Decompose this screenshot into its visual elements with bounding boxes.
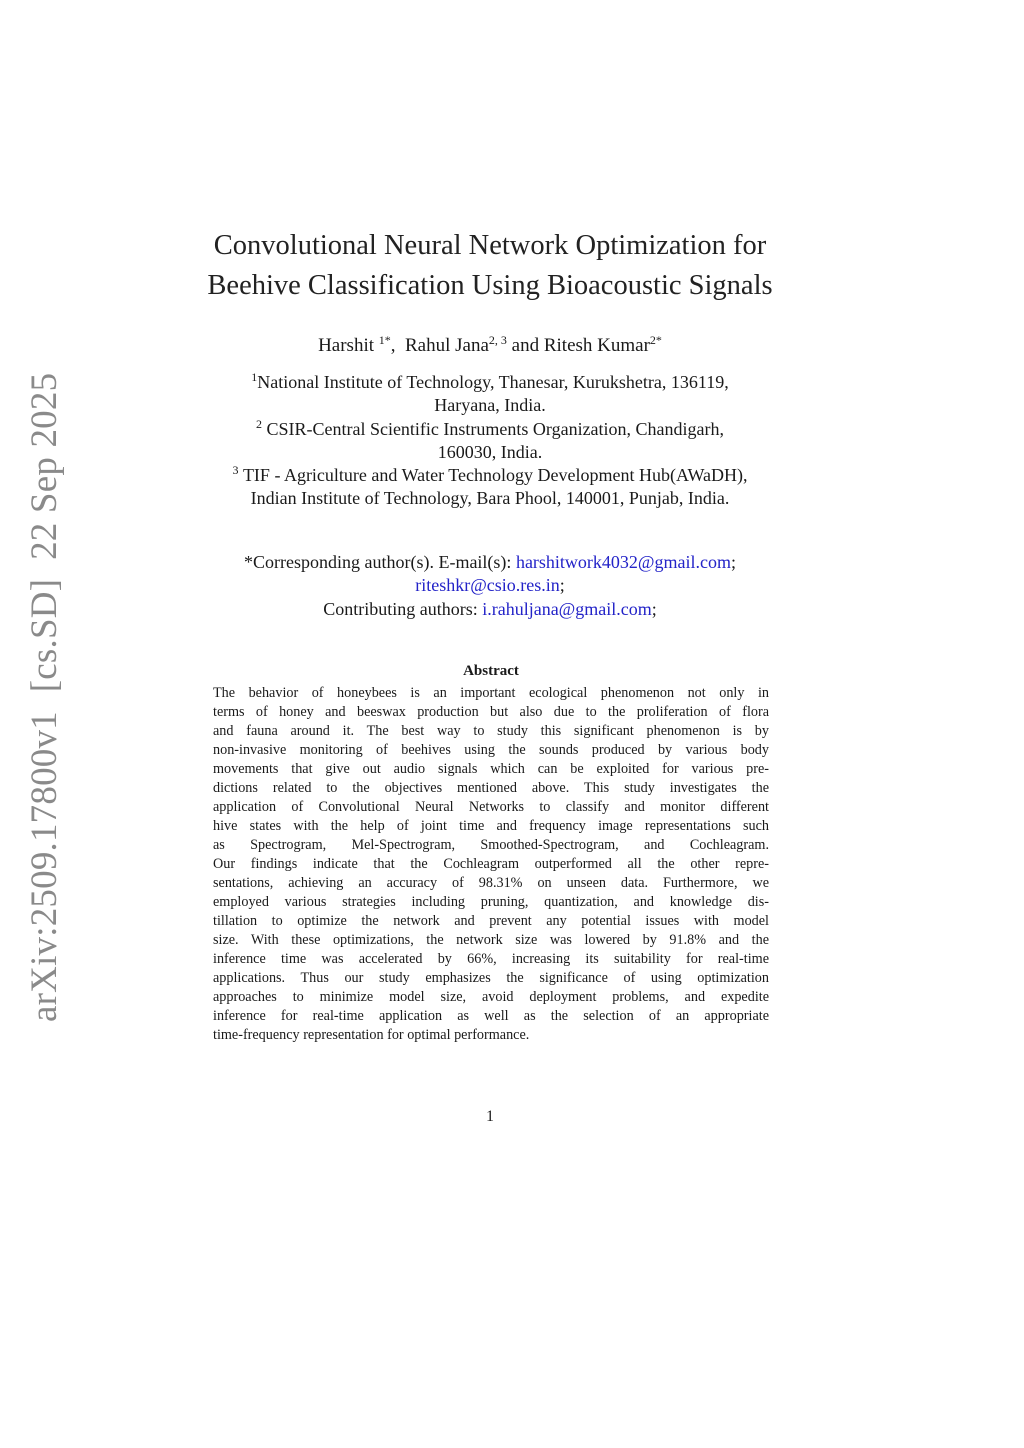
corresponding-line: [180, 574, 800, 597]
abstract-line: as Spectrogram, Mel-Spectrogram, Smoothed-Spectrogram, and Cochleagram.: [213, 837, 769, 854]
author-connector: and: [511, 335, 540, 356]
author-affiliation-mark: 2*: [649, 333, 662, 347]
title-line-2: Beehive Classification Using Bioacoustic Signals: [207, 270, 773, 301]
corresponding-label: *Corresponding author(s). E-mail(s):: [243, 552, 512, 572]
abstract-line: inference time was accelerated by 66%, increasing its suitability for real-time: [213, 951, 769, 968]
abstract-line: sentations, achieving an accuracy of 98.31% on unseen data. Furthermore, we: [213, 875, 769, 892]
affiliation-line: [180, 418, 800, 441]
correspondence-block: [180, 551, 800, 621]
author-list: [180, 333, 800, 359]
abstract-body: [213, 684, 769, 1045]
abstract-line: dictions related to the objectives mentioned above. This study investigates the: [213, 780, 769, 797]
abstract-line: movements that give out audio signals which can be exploited for various pre-: [213, 761, 769, 778]
affiliation-mark: 3: [232, 463, 239, 478]
affiliations: [180, 371, 800, 511]
author-name: Ritesh Kumar: [543, 335, 650, 356]
affiliation-text: TIF - Agriculture and Water Technology Development Hub(AWaDH),: [242, 465, 748, 486]
affiliation-line: 160030, India.: [437, 441, 543, 462]
abstract-line: application of Convolutional Neural Networks to classify and monitor different: [213, 799, 769, 816]
affiliation-line: Indian Institute of Technology, Bara Phool, 140001, Punjab, India.: [250, 488, 730, 509]
arxiv-identifier-stamp: arXiv:2509.17800v1 [cs.SD] 22 Sep 2025: [24, 372, 65, 1022]
paper-title: [180, 226, 800, 306]
email-separator: ;: [730, 552, 736, 572]
page-number: 1: [486, 1108, 494, 1125]
email-separator: ;: [651, 598, 657, 619]
author-affiliation-mark: 1*: [378, 333, 391, 347]
email-link[interactable]: i.rahuljana@gmail.com: [482, 598, 652, 619]
abstract-line: applications. Thus our study emphasizes the significance of using optimization: [213, 970, 769, 987]
abstract-line: hive states with the help of joint time and frequency image representations such: [213, 818, 769, 835]
abstract-line: time-frequency representation for optimal performance.: [213, 1027, 530, 1044]
author-affiliation-mark: 2, 3: [488, 333, 507, 347]
email-separator: ;: [559, 575, 565, 596]
affiliation-line: [180, 371, 800, 394]
abstract-line: size. With these optimizations, the network size was lowered by 91.8% and the: [213, 932, 769, 949]
affiliation-text: National Institute of Technology, Thanesar, Kurukshetra, 136119,: [257, 372, 729, 392]
email-link[interactable]: riteshkr@csio.res.in: [415, 575, 560, 596]
contributing-label: Contributing authors:: [323, 598, 478, 619]
abstract-line: Our findings indicate that the Cochleagram outperformed all the other repre-: [213, 856, 769, 873]
abstract-line: approaches to minimize model size, avoid deployment problems, and expedite: [213, 989, 769, 1006]
abstract-line: employed various strategies including pruning, quantization, and knowledge dis-: [213, 894, 769, 911]
abstract-line: non-invasive monitoring of beehives using the sounds produced by various body: [213, 742, 769, 759]
author-name: Harshit: [318, 335, 374, 356]
author-name: Rahul Jana: [405, 335, 489, 356]
abstract-line: and fauna around it. The best way to study this significant phenomenon is by: [213, 723, 769, 740]
title-line-1: Convolutional Neural Network Optimization for: [213, 230, 767, 261]
contributing-line: [180, 598, 800, 621]
abstract-line: tillation to optimize the network and prevent any potential issues with model: [213, 913, 769, 930]
affiliation-mark: 2: [255, 416, 262, 431]
email-link[interactable]: harshitwork4032@gmail.com: [515, 552, 731, 572]
affiliation-mark: 1: [251, 370, 258, 384]
affiliation-text: CSIR-Central Scientific Instruments Organization, Chandigarh,: [266, 418, 725, 439]
abstract-heading: Abstract: [463, 663, 519, 679]
corresponding-line: [180, 551, 800, 574]
author-separator: ,: [390, 335, 401, 356]
abstract-line: The behavior of honeybees is an important ecological phenomenon not only in: [213, 685, 769, 701]
abstract-line: inference for real-time application as well as the selection of an appropriate: [213, 1008, 769, 1025]
affiliation-line: Haryana, India.: [434, 395, 546, 416]
abstract-line: terms of honey and beeswax production but also due to the proliferation of flora: [213, 704, 769, 721]
affiliation-line: [180, 464, 800, 487]
